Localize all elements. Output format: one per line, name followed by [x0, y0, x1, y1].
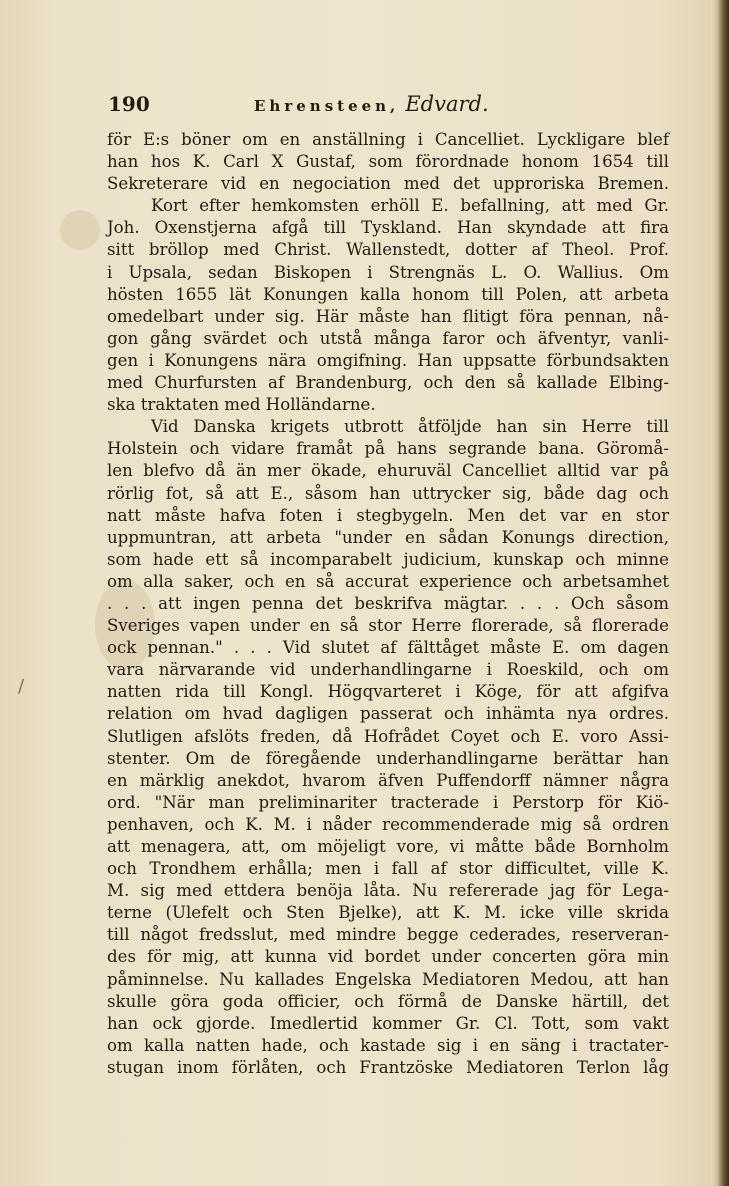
- text-line: med Churfursten af Brandenburg, och den så kallade Elbing-: [107, 373, 669, 393]
- text-line: påminnelse. Nu kallades Engelska Mediatoren Medou, att han: [107, 969, 669, 989]
- text-line: hösten 1655 lät Konungen kalla honom till Polen, att arbeta: [107, 284, 669, 304]
- text-line: stugan inom förlåten, och Frantzöske Mediatoren Terlon låg: [107, 1057, 669, 1077]
- page-edge-shadow: [711, 0, 729, 1186]
- text-line: gen i Konungens nära omgifning. Han uppsatte förbundsakten: [107, 350, 669, 370]
- text-line: vara närvarande vid underhandlingarne i Roeskild, och om: [107, 660, 669, 680]
- text-line: Kort efter hemkomsten erhöll E. befallning, att med Gr.: [151, 196, 669, 216]
- text-line: Vid Danska krigets utbrott åtföljde han sin Herre till: [151, 417, 669, 437]
- text-line: M. sig med ettdera benöja låta. Nu refererade jag för Lega-: [107, 881, 669, 901]
- text-line: penhaven, och K. M. i nåder recommenderade mig så ordren: [107, 814, 669, 834]
- text-line: Joh. Oxenstjerna afgå till Tyskland. Han skyndade att fira: [107, 218, 669, 238]
- text-line: ska traktaten med Holländarne.: [107, 395, 376, 415]
- text-line: Slutligen afslöts freden, då Hofrådet Coyet och E. voro Assi-: [107, 726, 669, 746]
- text-line: natten rida till Kongl. Högqvarteret i Köge, för att afgifva: [107, 682, 669, 702]
- text-line: om kalla natten hade, och kastade sig i en säng i tractater-: [107, 1035, 669, 1055]
- text-line: gon gång svärdet och utstå många faror och äfventyr, vanli-: [107, 328, 669, 348]
- text-line: stenter. Om de föregående underhandlingarne berättar han: [107, 748, 669, 768]
- text-line: rörlig fot, så att E., såsom han uttrycker sig, både dag och: [107, 483, 669, 503]
- text-line: ock pennan." . . . Vid slutet af fälttåget måste E. om dagen: [107, 638, 669, 658]
- text-line: Sekreterare vid en negociation med det upproriska Bremen.: [107, 174, 669, 194]
- text-line: en märklig anekdot, hvarom äfven Puffendorff nämner några: [107, 770, 669, 790]
- text-line: natt måste hafva foten i stegbygeln. Men det var en stor: [107, 505, 669, 525]
- text-line: i Upsala, sedan Biskopen i Strengnäs L. O. Wallius. Om: [107, 262, 669, 282]
- body-text: [107, 129, 669, 1079]
- paper-stain: [60, 210, 100, 250]
- text-line: om alla saker, och en så accurat experience och arbetsamhet: [107, 571, 669, 591]
- text-line: och Trondhem erhålla; men i fall af stor difficultet, ville K.: [107, 859, 669, 879]
- text-line: len blefvo då än mer ökade, ehuruväl Cancelliet alltid var på: [107, 461, 669, 481]
- text-line: han hos K. Carl X Gustaf, som förordnade honom 1654 till: [107, 152, 669, 172]
- page-number: 190: [108, 92, 150, 116]
- text-line: . . . att ingen penna det beskrifva mägtar. . . . Och såsom: [107, 593, 669, 613]
- text-line: terne (Ulefelt och Sten Bjelke), att K. M. icke ville skrida: [107, 903, 669, 923]
- text-line: skulle göra goda officier, och förmå de Danske härtill, det: [107, 991, 669, 1011]
- text-line: han ock gjorde. Imedlertid kommer Gr. Cl. Tott, som vakt: [107, 1013, 669, 1033]
- margin-tick-mark: /: [18, 676, 25, 697]
- text-line: att menagera, att, om möjeligt vore, vi måtte både Bornholm: [107, 837, 669, 856]
- text-line: sitt bröllop med Christ. Wallenstedt, dotter af Theol. Prof.: [107, 240, 669, 260]
- text-line: des för mig, att kunna vid bordet under concerten göra min: [107, 947, 669, 967]
- page-header: [108, 92, 668, 118]
- text-line: Sveriges vapen under en så stor Herre florerade, så florerade: [107, 616, 669, 636]
- running-head: [254, 92, 489, 116]
- text-line: Holstein och vidare framåt på hans segrande bana. Göromå-: [107, 439, 669, 459]
- text-line: ord. "När man preliminariter tracterade i Perstorp för Kiö-: [107, 792, 669, 812]
- text-line: omedelbart under sig. Här måste han flitigt föra pennan, nå-: [107, 306, 669, 326]
- text-line: till något fredsslut, med mindre begge cederades, reserveran-: [107, 925, 669, 945]
- text-line: relation om hvad dagligen passerat och inhämta nya ordres.: [107, 704, 669, 724]
- text-line: som hade ett så incomparabelt judicium, kunskap och minne: [107, 549, 669, 569]
- running-head-name: Ehrensteen,: [254, 97, 400, 115]
- text-line: uppmuntran, att arbeta "under en sådan Konungs direction,: [107, 527, 669, 547]
- text-line: för E:s böner om en anställning i Cancelliet. Lyckligare blef: [107, 130, 669, 149]
- running-head-given-name: Edvard.: [405, 92, 489, 116]
